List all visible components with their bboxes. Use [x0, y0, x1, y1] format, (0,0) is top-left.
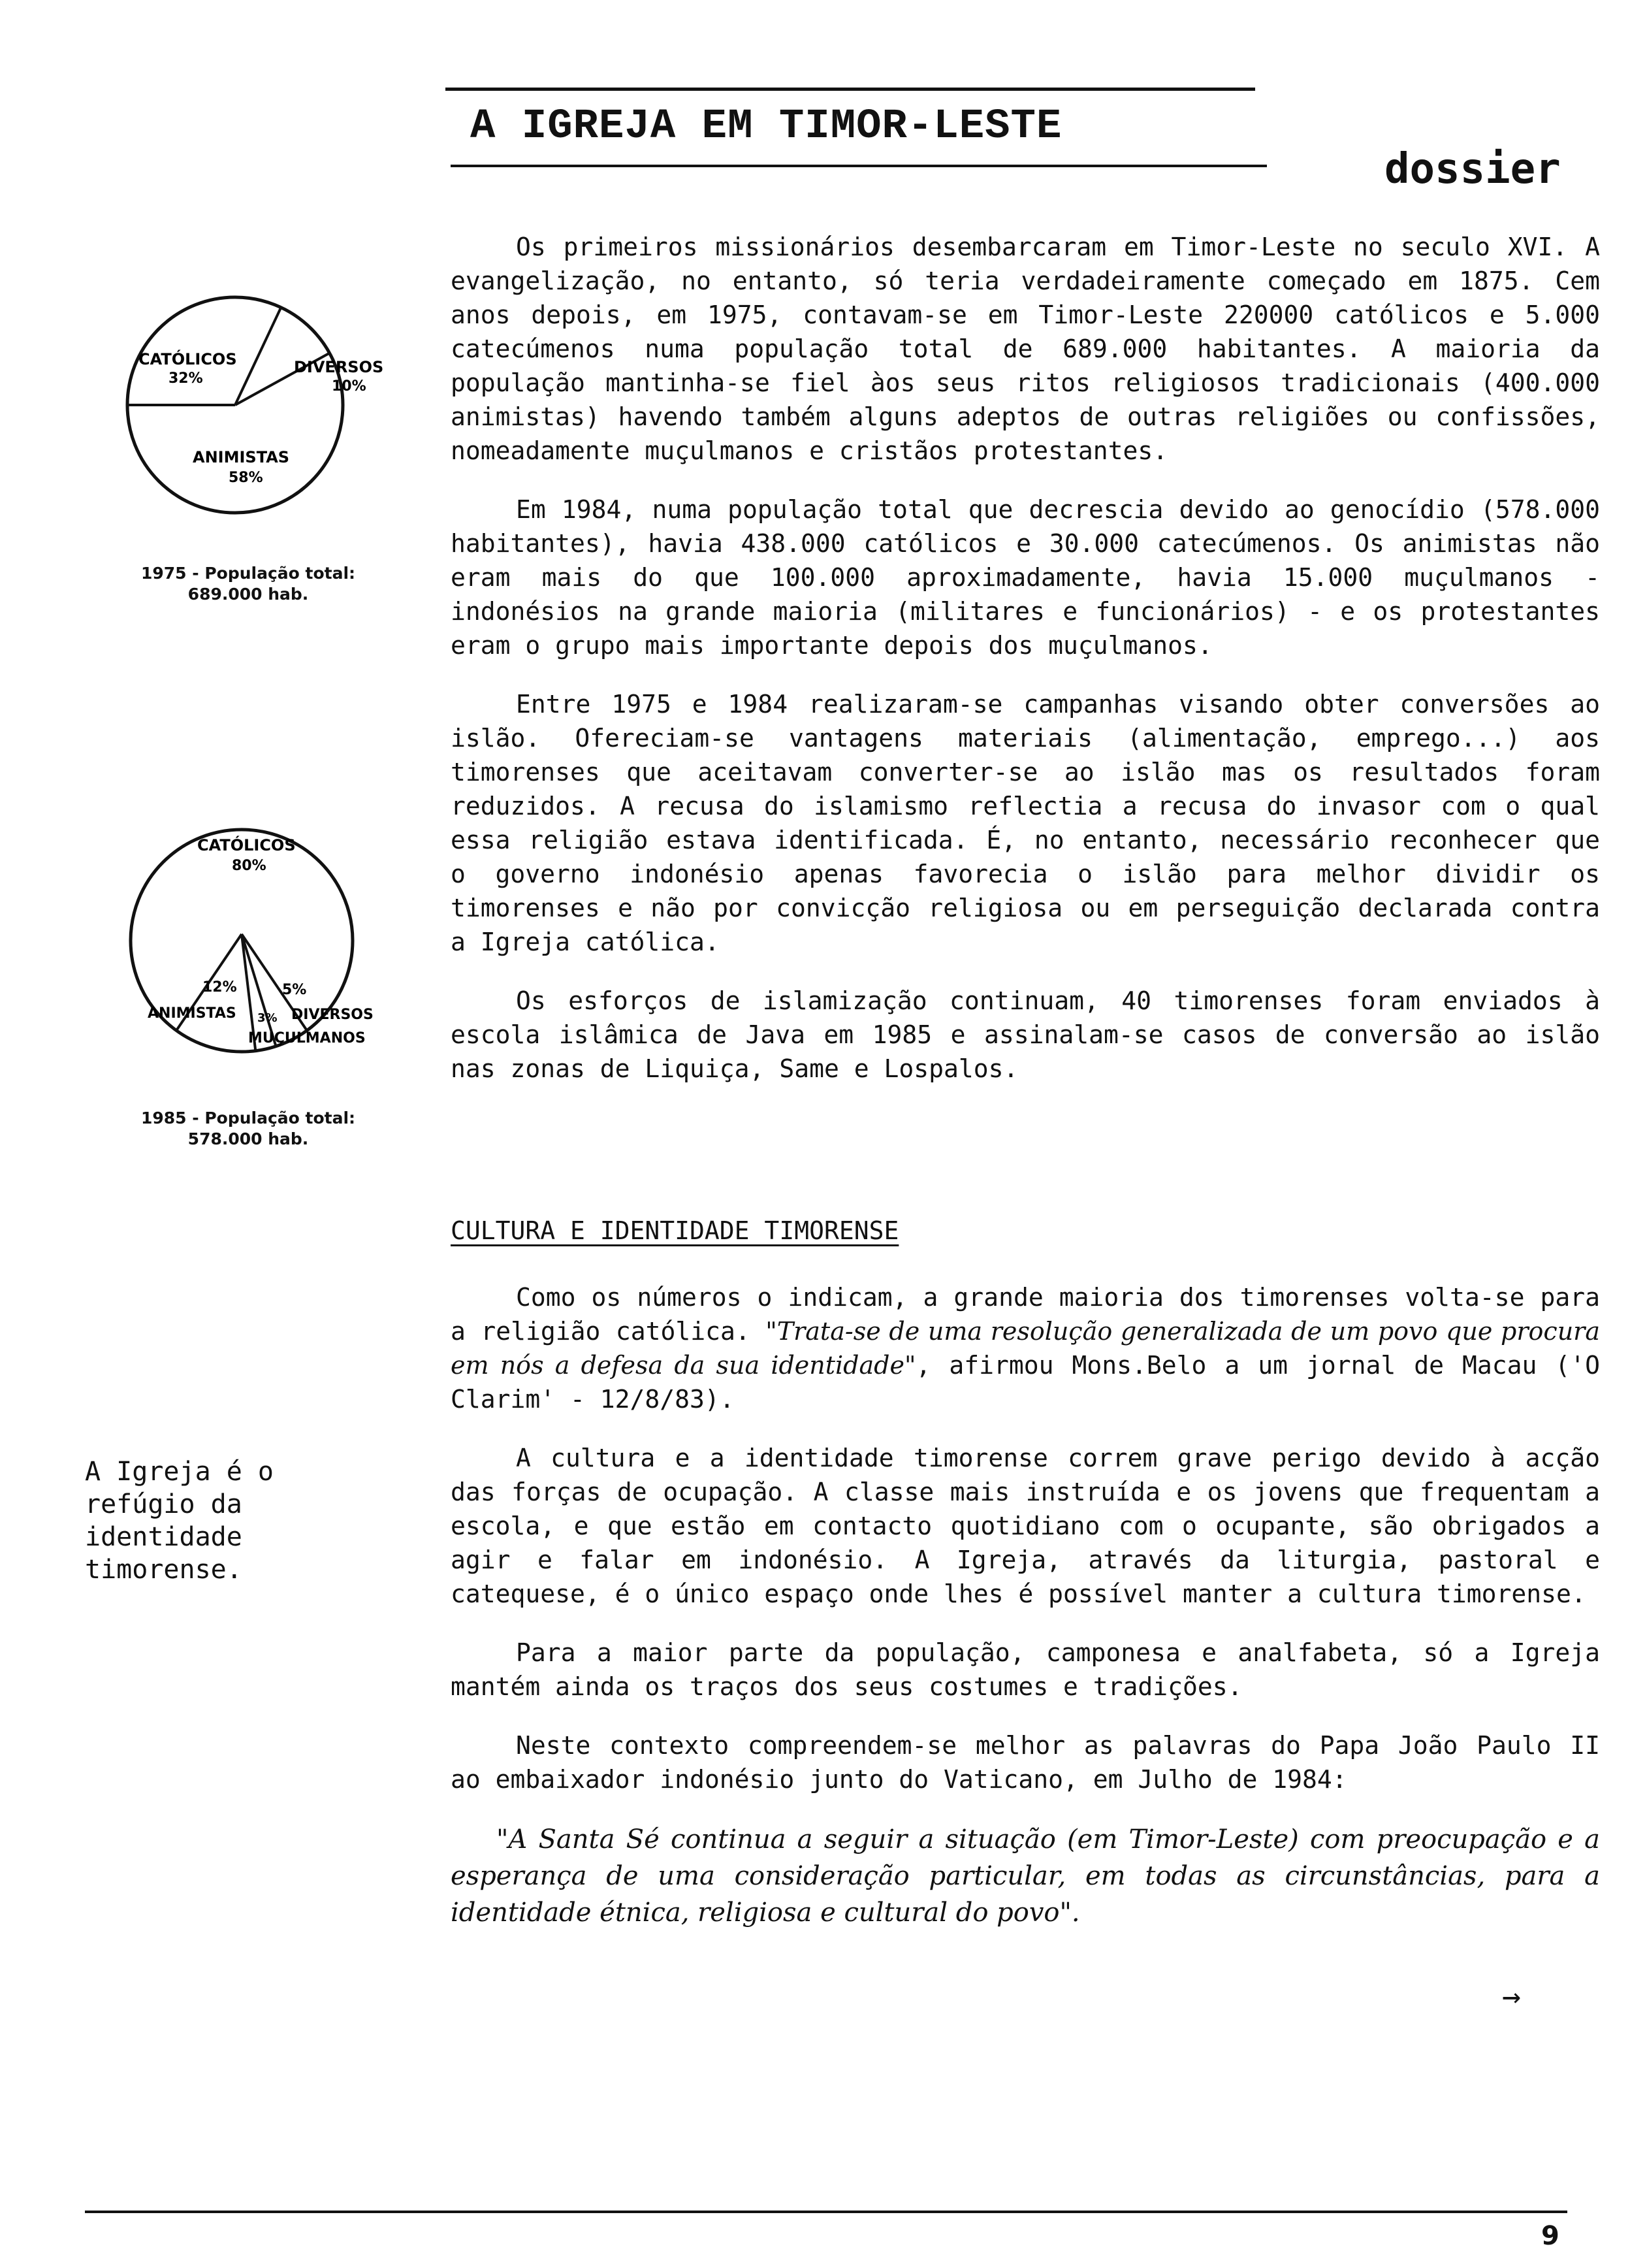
paragraph-1984: Em 1984, numa população total que decrescia devido ao genocídio (578.000 habitantes), havia 438.000 católicos e 30.000 catecúmenos. Os animistas não eram mais do que 100.000 aproximadamente, havia 15.000 muçulmanos - indonésios na grande maioria (militares e funcionários) - e os protestantes eram o grupo mais importante depois dos muçulmanos.	[451, 495, 1600, 660]
pie-1975-label-catolicos: CATÓLICOS	[138, 350, 237, 368]
article-body-part2	[451, 1280, 1600, 1931]
pie-1985-label-animistas: ANIMISTAS	[148, 1005, 236, 1022]
pie-chart-1985	[98, 790, 438, 1078]
pie-1985-caption	[104, 1108, 392, 1150]
pie-1985-value-animistas: 12%	[202, 979, 237, 996]
pie-1985-value-diversos: 5%	[282, 982, 307, 998]
pie-1985-value-catolicos: 80%	[232, 858, 266, 874]
continue-arrow-icon: →	[1502, 1978, 1521, 2015]
pie-1975-caption	[104, 563, 392, 605]
paragraph-peasant-population: Para a maior parte da população, camponesa e analfabeta, só a Igreja mantém ainda os traços dos seus costumes e tradições.	[451, 1638, 1600, 1701]
pie-1985-label-catolicos: CATÓLICOS	[197, 836, 296, 854]
pie-1975-label-animistas: ANIMISTAS	[193, 448, 290, 466]
section-heading: CULTURA E IDENTIDADE TIMORENSE	[451, 1216, 899, 1245]
paragraph-missionaries: Os primeiros missionários desembarcaram em Timor-Leste no seculo XVI. A evangelização, no entanto, só teria verdadeiramente começado em 1875. Cem anos depois, em 1975, contavam-se em Timor-Leste 220000 católicos e 5.000 catecúmenos numa população total de 689.000 habitantes. A maioria da população mantinha-se fiel àos seus ritos religiosos tradicionais (400.000 animistas) havendo também alguns adeptos de outras religiões ou confissões, nomeadamente muçulmanos e cristãos protestantes.	[451, 233, 1600, 465]
pie-1975-slice-boundary-diversos	[235, 308, 281, 405]
article-body-part1	[451, 230, 1600, 1086]
pie-1975-value-animistas: 58%	[229, 470, 263, 486]
pope-quote: "A Santa Sé continua a seguir a situação (em Timor-Leste) com preocupação e a esperança de uma consideração particular, em todas as circunstâncias, para a identidade étnica, religiosa e cultural do povo".	[451, 1824, 1600, 1928]
pie-1975-label-diversos: DIVERSOS	[294, 358, 384, 376]
footer-rule	[85, 2211, 1567, 2213]
title-underline	[451, 165, 1267, 167]
pie-1985-label-muculmanos: MUÇULMANOS	[248, 1030, 366, 1046]
pie-1975-value-catolicos: 32%	[168, 370, 203, 387]
sidebar-pull-quote: A Igreja é o refúgio da identidade timorense.	[85, 1457, 274, 1585]
pie-1975-value-diversos: 10%	[332, 378, 366, 395]
pie-1985-value-muculmanos: 3%	[257, 1011, 278, 1025]
pie-1985-label-diversos: DIVERSOS	[291, 1007, 374, 1023]
header-top-rule	[445, 88, 1255, 91]
article-title: A IGREJA EM TIMOR-LESTE	[470, 103, 1063, 150]
pie-1985-caption-line1: 1985 - População total:	[140, 1109, 356, 1127]
pie-1985-caption-line2: 578.000 hab.	[187, 1129, 309, 1148]
paragraph-conversions: Entre 1975 e 1984 realizaram-se campanhas visando obter conversões ao islão. Ofereciam-se vantagens materiais (alimentação, emprego...) aos timorenses que aceitavam converter-se ao islão mas os resultados foram reduzidos. A recusa do islamismo reflectia a recusa do invasor com o qual essa religião estava identificada. É, no entanto, necessário reconhecer que o governo indonésio apenas favorecia o islão para melhor dividir os timorenses e não por convicção religiosa ou em perseguição declarada contra a Igreja católica.	[451, 690, 1600, 956]
pie-chart-1975	[98, 274, 438, 562]
pie-1985-slice-boundary-diversos	[242, 934, 276, 1046]
pie-1975-caption-line1: 1975 - População total:	[140, 564, 356, 583]
pie-1975-caption-line2: 689.000 hab.	[187, 585, 309, 604]
belo-quote: "Trata-se de uma resolução generalizada de um povo que procura em nós a defesa da sua identidade"	[451, 1317, 1600, 1380]
paragraph-islamization: Os esforços de islamização continuam, 40 timorenses foram enviados à escola islâmica de Java em 1985 e assinalam-se casos de conversão ao islão nas zonas de Liquiça, Same e Lospalos.	[451, 986, 1600, 1083]
paragraph-culture-danger: A cultura e a identidade timorense correm grave perigo devido à acção das forças de ocupação. A classe mais instruída e os jovens que frequentam a escola, e que estão em contacto quotidiano com o ocupante, são obrigados a agir e falar em indonésio. A Igreja, através da liturgia, pastoral e catequese, é o único espaço onde lhes é possível manter a cultura timorense.	[451, 1444, 1600, 1608]
section-label: dossier	[1384, 145, 1561, 193]
culture-intro-end: , afirmou Mons.Belo a um jornal de Macau ('O Clarim' - 12/8/83).	[451, 1351, 1600, 1414]
paragraph-pope-context: Neste contexto compreendem-se melhor as palavras do Papa João Paulo II ao embaixador indonésio junto do Vaticano, em Julho de 1984:	[451, 1731, 1600, 1794]
page-number: 9	[1541, 2221, 1559, 2251]
culture-intro-start: Como os números o indicam, a grande maioria dos timorenses volta-se para a religião católica.	[451, 1283, 1600, 1346]
paragraph-culture-intro	[451, 1280, 1600, 1416]
